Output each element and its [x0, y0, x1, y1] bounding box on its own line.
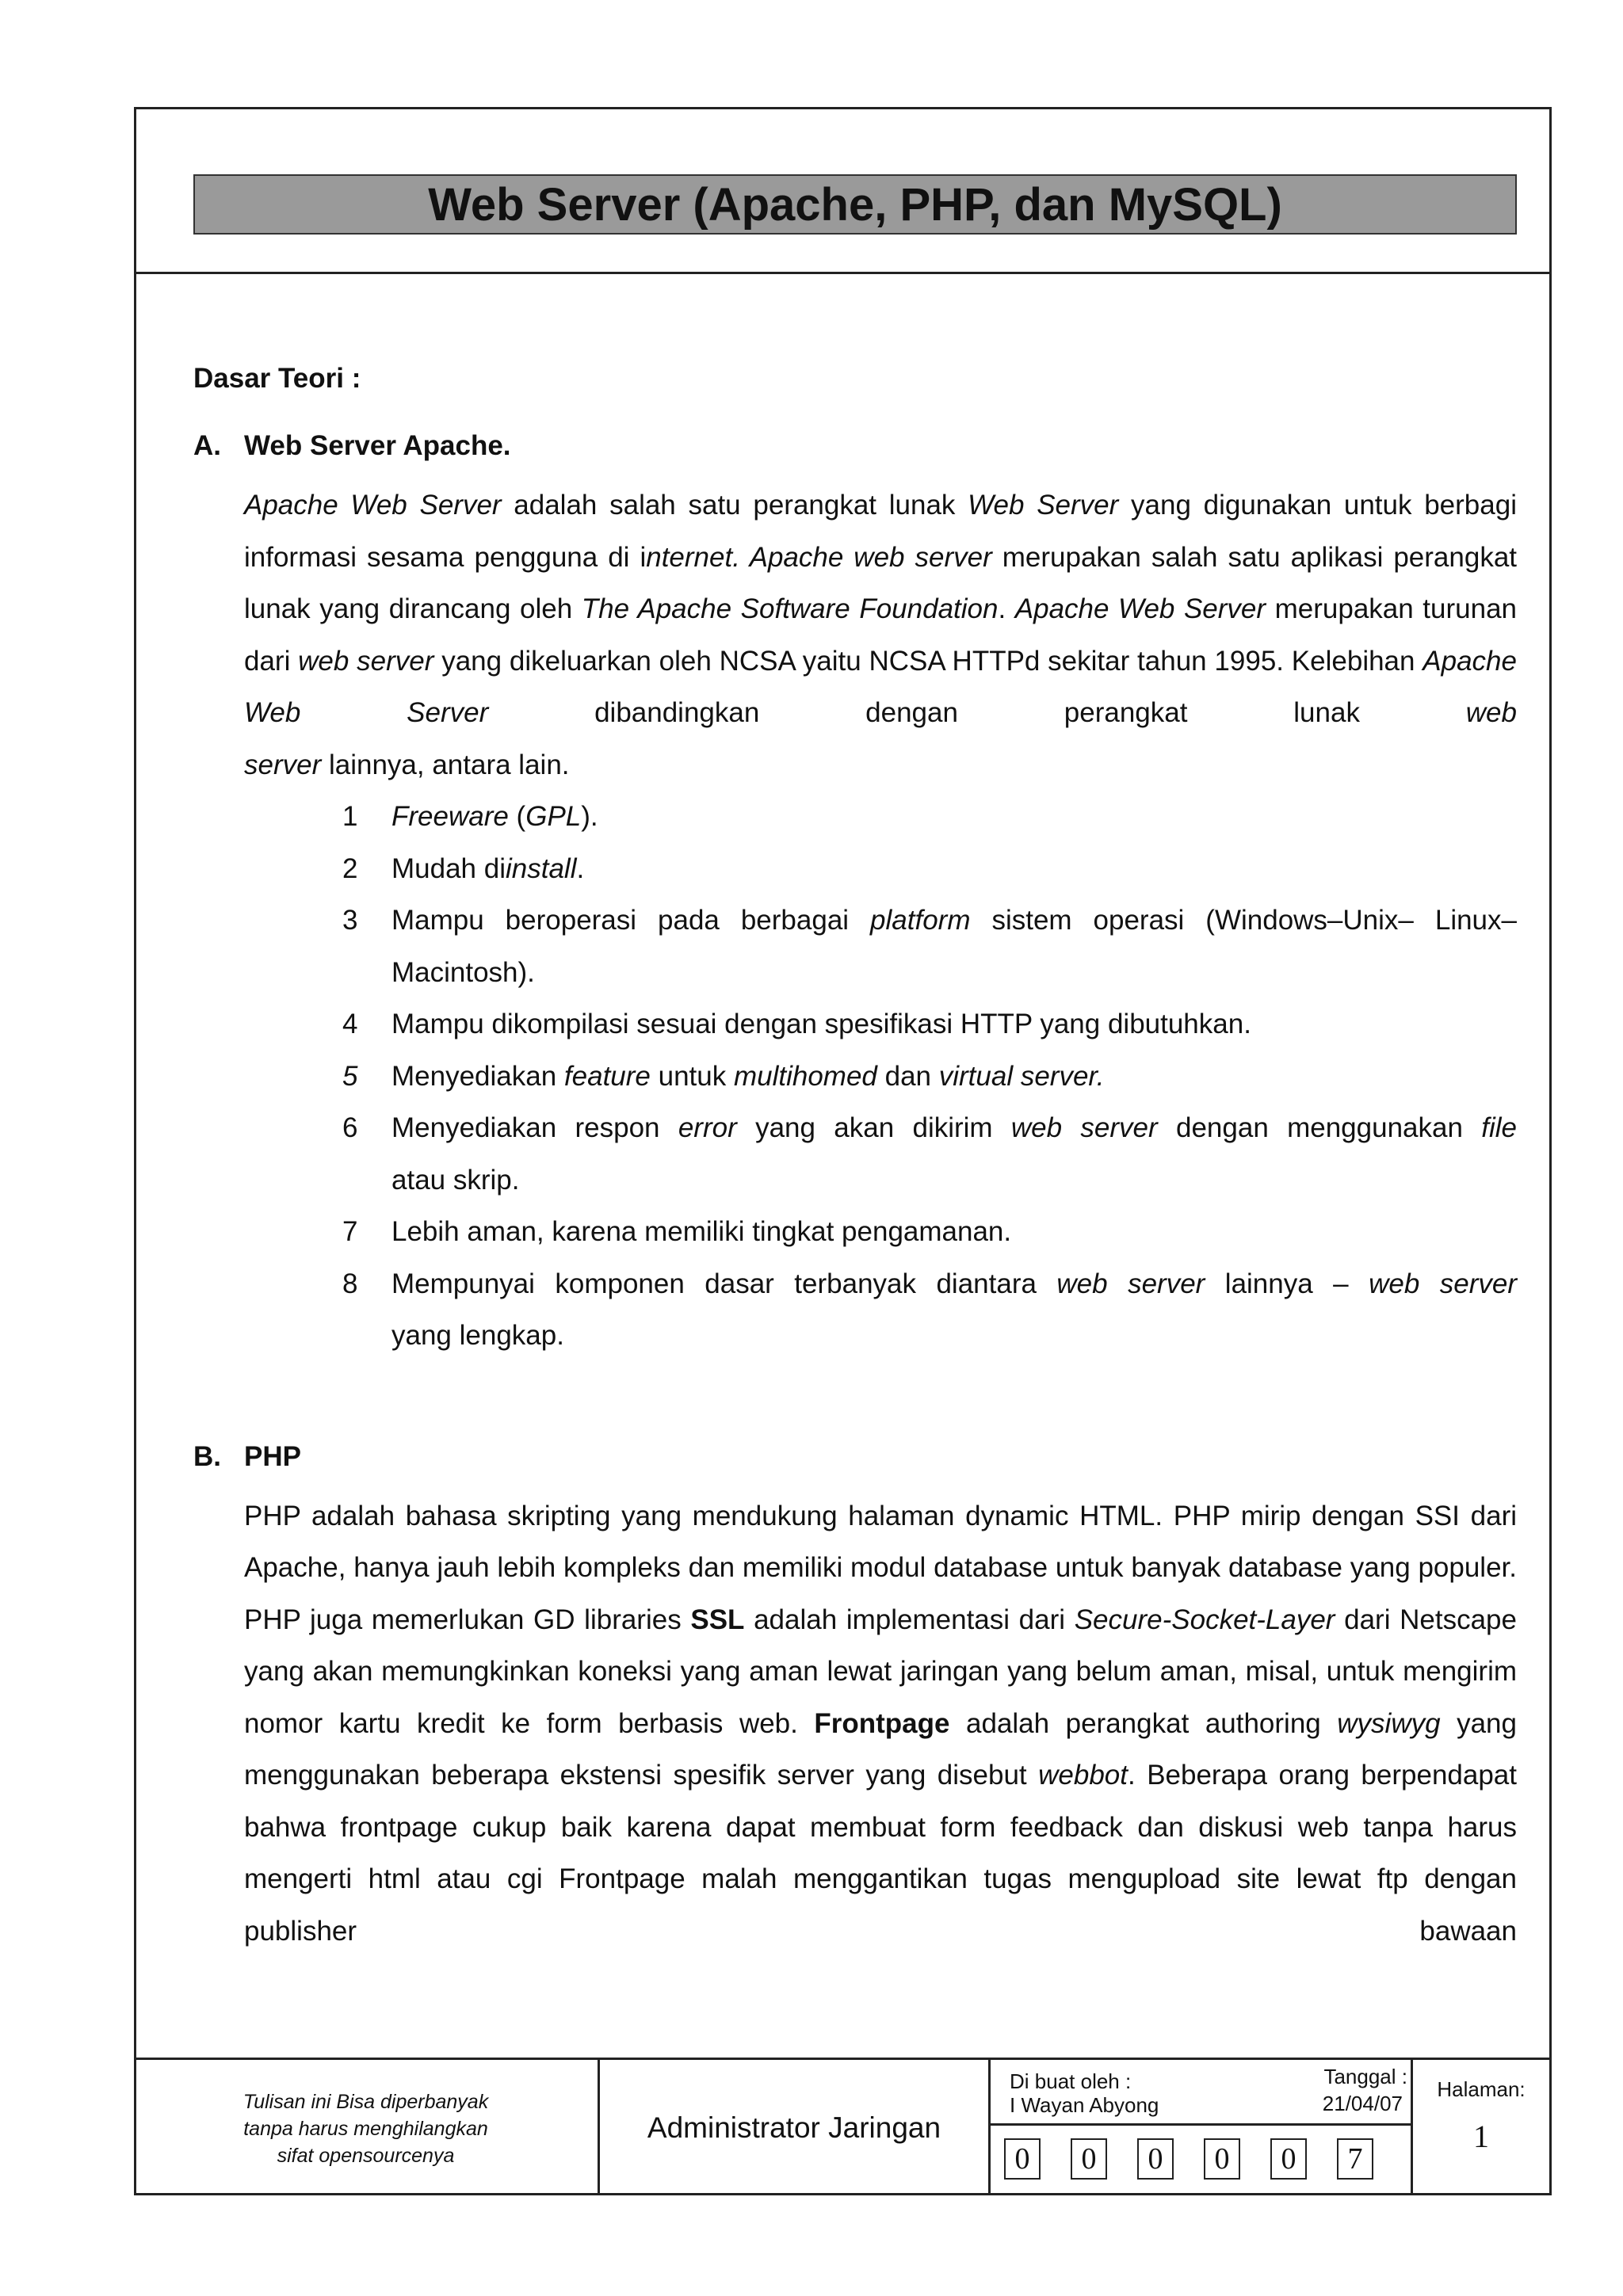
doc-number-digit: 0	[1071, 2138, 1107, 2180]
author-label: Di buat oleh :	[1010, 2069, 1132, 2093]
doc-number-digit: 0	[1270, 2138, 1307, 2180]
list-item	[342, 1102, 1517, 1206]
list-item	[342, 998, 1517, 1051]
meta-divider	[991, 2123, 1411, 2126]
author-name: I Wayan Abyong	[1010, 2093, 1159, 2117]
footer-note-line: tanpa harus menghilangkan	[243, 2118, 488, 2140]
date-value: 21/04/07	[1322, 2092, 1403, 2115]
list-item-number: 1	[342, 801, 358, 832]
footer-role	[600, 2060, 988, 2195]
section-a-heading	[193, 430, 1517, 462]
list-item	[342, 1051, 1517, 1103]
apache-advantages-list	[342, 791, 1517, 1362]
list-item-text: Menyediakan feature untuk multihomed dan virtual server.	[391, 1060, 1105, 1092]
list-item-number: 4	[342, 1009, 358, 1039]
document-footer	[134, 2058, 1552, 2195]
list-item-text: Mempunyai komponen dasar terbanyak diantara web server lainnya – web server yang lengkap.	[391, 1268, 1518, 1351]
doc-number-digit: 0	[1004, 2138, 1041, 2180]
footer-meta	[991, 2060, 1411, 2195]
list-item-text: Lebih aman, karena memiliki tingkat pengamanan.	[391, 1216, 1012, 1247]
list-item	[342, 1258, 1517, 1362]
list-item-number: 2	[342, 852, 358, 884]
list-item-number: 3	[342, 905, 358, 936]
list-item-text: Menyediakan respon error yang akan dikirim web server dengan menggunakan file atau skrip.	[391, 1112, 1518, 1196]
section-a-title: Web Server Apache.	[244, 430, 511, 461]
footer-note-line: sifat opensourcenya	[277, 2145, 455, 2167]
footer-page	[1413, 2060, 1549, 2195]
footer-note	[134, 2060, 598, 2195]
list-item	[342, 791, 1517, 843]
list-item-text: Mudah diinstall.	[391, 852, 585, 884]
section-b-heading	[193, 1441, 1517, 1473]
doc-number-digit: 0	[1204, 2138, 1240, 2180]
page-title: Web Server (Apache, PHP, dan MySQL)	[428, 178, 1282, 231]
page-number: 1	[1473, 2119, 1489, 2154]
date-label: Tanggal :	[1323, 2065, 1407, 2088]
list-item-text: Mampu dikompilasi sesuai dengan spesifikasi HTTP yang dibutuhkan.	[391, 1009, 1251, 1039]
header-divider	[134, 272, 1552, 274]
role-label: Administrator Jaringan	[647, 2111, 941, 2144]
list-item-number: 8	[342, 1268, 358, 1299]
list-item	[342, 843, 1517, 895]
list-item	[342, 894, 1517, 998]
section-a-letter: A.	[193, 430, 221, 461]
section-b-title: PHP	[244, 1440, 301, 1472]
apache-paragraph: Apache Web Server adalah salah satu perangkat lunak Web Server yang digunakan untuk berbagi informasi sesama pengguna di internet. Apache web server merupakan salah satu aplikasi perangkat lunak yang dirancang oleh The Apache Software Foundation. Apache Web Server merupakan turunan dari web server yang dikeluarkan oleh NCSA yaitu NCSA HTTPd sekitar tahun 1995. Kelebihan Apache Web Server dibandingkan dengan perangkat lunak web server lainnya, antara lain.	[244, 490, 1518, 780]
doc-number-digit: 0	[1137, 2138, 1174, 2180]
section-b-letter: B.	[193, 1440, 221, 1472]
list-item-number: 6	[342, 1112, 358, 1143]
list-item-number: 5	[342, 1060, 358, 1092]
list-item-number: 7	[342, 1216, 358, 1247]
list-item	[342, 1206, 1517, 1258]
title-banner	[193, 174, 1517, 235]
list-item-text: Freeware (GPL).	[391, 801, 598, 832]
page-label: Halaman:	[1437, 2077, 1526, 2101]
dasar-teori-heading: Dasar Teori :	[193, 363, 361, 394]
list-item-text: Mampu beroperasi pada berbagai platform sistem operasi (Windows–Unix– Linux– Macintosh).	[391, 905, 1517, 988]
php-paragraph: PHP adalah bahasa skripting yang mendukung halaman dynamic HTML. PHP mirip dengan SSI dari Apache, hanya jauh lebih kompleks dan memiliki modul database untuk banyak database yang populer. PHP juga memerlukan GD libraries SSL adalah implementasi dari Secure-Socket-Layer dari Netscape yang akan memungkinkan koneksi yang aman lewat jaringan yang belum aman, misal, untuk mengirim nomor kartu kredit ke form berbasis web. Frontpage adalah perangkat authoring wysiwyg yang menggunakan beberapa ekstensi spesifik server yang disebut webbot. Beberapa orang berpendapat bahwa frontpage cukup baik karena dapat membuat form feedback dan diskusi web tanpa harus mengerti html atau cgi Frontpage malah menggantikan tugas mengupload site lewat ftp dengan publisher bawaan	[244, 1500, 1517, 1947]
footer-note-line: Tulisan ini Bisa diperbanyak	[242, 2091, 489, 2113]
document-body	[193, 349, 1517, 1957]
doc-number-digit: 7	[1337, 2138, 1373, 2180]
